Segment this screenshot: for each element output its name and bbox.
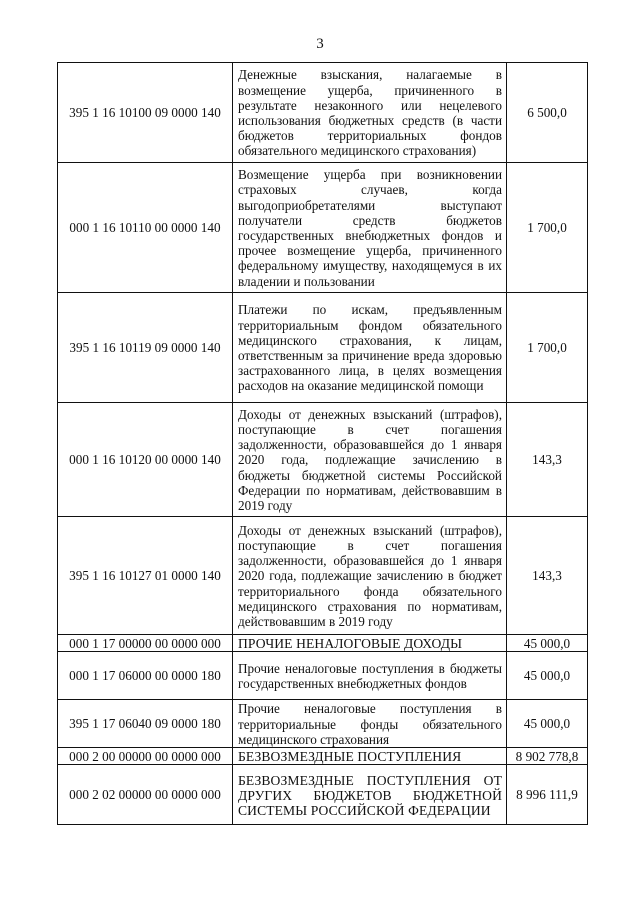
budget-code-cell: 000 1 17 06000 00 0000 180 bbox=[58, 652, 233, 700]
budget-code-cell: 000 2 00 00000 00 0000 000 bbox=[58, 748, 233, 765]
table-row bbox=[58, 63, 588, 163]
amount-cell: 45 000,0 bbox=[507, 700, 588, 748]
table-row bbox=[58, 403, 588, 517]
table-row bbox=[58, 293, 588, 403]
budget-code-cell: 000 1 16 10120 00 0000 140 bbox=[58, 403, 233, 517]
table-row bbox=[58, 700, 588, 748]
description-cell: Прочие неналоговые поступления в бюджеты государственных внебюджетных фондов bbox=[233, 652, 507, 700]
description-cell: ПРОЧИЕ НЕНАЛОГОВЫЕ ДОХОДЫ bbox=[233, 635, 507, 652]
description-cell: Возмещение ущерба при возникновении страховых случаев, когда выгодоприобретателями выступают получатели средств бюджетов государственных внебюджетных фондов и прочее возмещение ущерба, причиненного федеральному имуществу, находящемуся в их владении и пользовании bbox=[233, 163, 507, 293]
table-row bbox=[58, 765, 588, 825]
budget-code-cell: 395 1 16 10119 09 0000 140 bbox=[58, 293, 233, 403]
budget-code-cell: 000 2 02 00000 00 0000 000 bbox=[58, 765, 233, 825]
amount-cell: 8 902 778,8 bbox=[507, 748, 588, 765]
amount-cell: 45 000,0 bbox=[507, 635, 588, 652]
description-cell: Платежи по искам, предъявленным территориальным фондом обязательного медицинского страхования, к лицам, ответственным за причинение вреда здоровью застрахованного лица, в целях возмещения расходов на оказание медицинской помощи bbox=[233, 293, 507, 403]
description-cell: Доходы от денежных взысканий (штрафов), поступающие в счет погашения задолженности, образовавшейся до 1 января 2020 года, подлежащие зачислению в бюджеты бюджетной системы Российской Федерации по нормативам, действовавшим в 2019 году bbox=[233, 403, 507, 517]
table-row bbox=[58, 517, 588, 635]
amount-cell: 45 000,0 bbox=[507, 652, 588, 700]
description-cell: Доходы от денежных взысканий (штрафов), поступающие в счет погашения задолженности, образовавшейся до 1 января 2020 года, подлежащие зачислению в бюджет территориального фонда обязательного медицинского страхования по нормативам, действовавшим в 2019 году bbox=[233, 517, 507, 635]
budget-code-cell: 000 1 17 00000 00 0000 000 bbox=[58, 635, 233, 652]
amount-cell: 6 500,0 bbox=[507, 63, 588, 163]
table-row bbox=[58, 748, 588, 765]
amount-cell: 143,3 bbox=[507, 403, 588, 517]
page-number: 3 bbox=[316, 36, 324, 52]
description-cell: БЕЗВОЗМЕЗДНЫЕ ПОСТУПЛЕНИЯ bbox=[233, 748, 507, 765]
budget-code-cell: 000 1 16 10110 00 0000 140 bbox=[58, 163, 233, 293]
amount-cell: 8 996 111,9 bbox=[507, 765, 588, 825]
budget-code-cell: 395 1 17 06040 09 0000 180 bbox=[58, 700, 233, 748]
table-row bbox=[58, 635, 588, 652]
description-cell: Прочие неналоговые поступления в территориальные фонды обязательного медицинского страхования bbox=[233, 700, 507, 748]
amount-cell: 143,3 bbox=[507, 517, 588, 635]
amount-cell: 1 700,0 bbox=[507, 293, 588, 403]
table-row bbox=[58, 163, 588, 293]
description-cell: Денежные взыскания, налагаемые в возмещение ущерба, причиненного в результате незаконного или нецелевого использования бюджетных средств (в части бюджетов территориальных фондов обязательного медицинского страхования) bbox=[233, 63, 507, 163]
table-row bbox=[58, 652, 588, 700]
budget-code-cell: 395 1 16 10100 09 0000 140 bbox=[58, 63, 233, 163]
description-cell: БЕЗВОЗМЕЗДНЫЕ ПОСТУПЛЕНИЯ ОТ ДРУГИХ БЮДЖЕТОВ БЮДЖЕТНОЙ СИСТЕМЫ РОССИЙСКОЙ ФЕДЕРАЦИИ bbox=[233, 765, 507, 825]
revenue-table bbox=[57, 62, 588, 825]
amount-cell: 1 700,0 bbox=[507, 163, 588, 293]
budget-code-cell: 395 1 16 10127 01 0000 140 bbox=[58, 517, 233, 635]
